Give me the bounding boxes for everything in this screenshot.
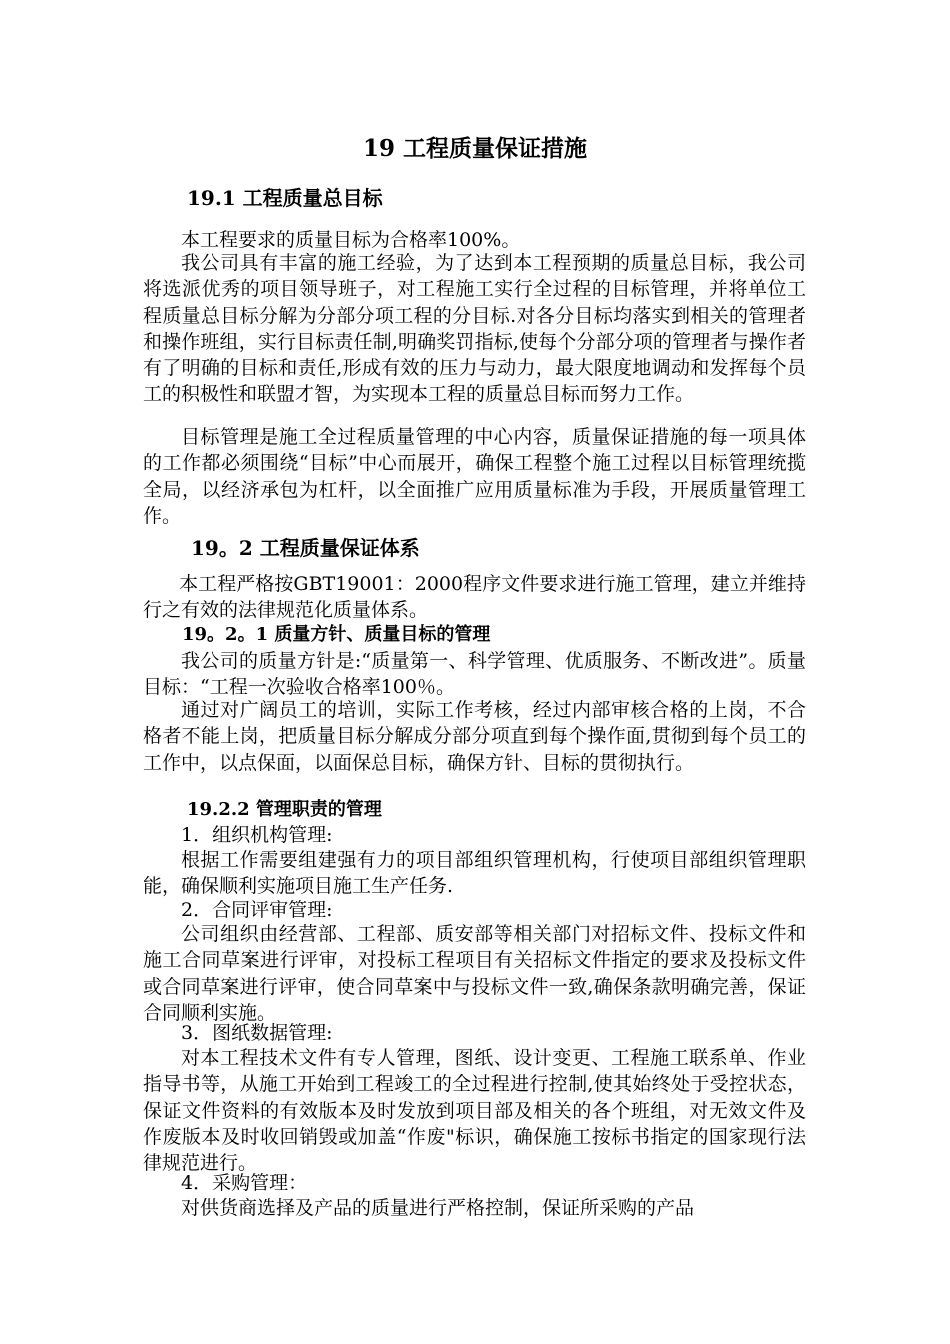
item-1-label: 1．组织机构管理: xyxy=(181,824,333,846)
subsection-heading-19-2-2: 19.2.2 管理职责的管理 xyxy=(187,799,382,820)
item-2-text: 公司组织由经营部、工程部、质安部等相关部门对招标文件、投标文件和施工合同草案进行评审，对投标工程项目有关招标文件指定的要求及投标文件或合同草案进行评审，使合同草案中与投标文件一致,确保条款明确完善，保证合同顺利实施。 xyxy=(143,923,806,1024)
paragraph-target-core: 目标管理是施工全过程质量管理的中心内容，质量保证措施的每一项具体的工作都必须围绕“目标”中心而展开，确保工程整个施工过程以目标管理统揽全局，以经济承包为杠杆，以全面推广应用质量标准为手段，开展质量管理工作。 xyxy=(143,426,806,527)
item-4-text: 对供货商选择及产品的质量进行严格控制，保证所采购的产品 xyxy=(181,1197,695,1219)
document-title: 19 工程质量保证措施 xyxy=(362,135,587,162)
paragraph-quality-system: 本工程严格按GBT19001：2000程序文件要求进行施工管理，建立并维持行之有效的法律规范化质量体系。 xyxy=(143,573,806,622)
section-heading-19-2: 19。2 工程质量保证体系 xyxy=(191,536,420,560)
item-2-label: 2．合同评审管理: xyxy=(181,899,333,921)
paragraph-quality-target: 本工程要求的质量目标为合格率100%。 xyxy=(181,229,521,251)
paragraph-quality-policy: 我公司的质量方针是:“质量第一、科学管理、优质服务、不断改进”。质量目标：“工程一次验收合格率100％。 xyxy=(143,650,806,699)
paragraph-target-management: 我公司具有丰富的施工经验，为了达到本工程预期的质量总目标，我公司将选派优秀的项目领导班子，对工程施工实行全过程的目标管理，并将单位工程质量总目标分解为分部分项工程的分目标.对各分目标均落实到相关的管理者和操作班组，实行目标责任制,明确奖罚指标,使每个分部分项的管理者与操作者有了明确的目标和责任,形成有效的压力与动力，最大限度地调动和发挥每个员工的积极性和联盟才智，为实现本工程的质量总目标而努力工作。 xyxy=(143,252,806,406)
paragraph-training: 通过对广阔员工的培训，实际工作考核，经过内部审核合格的上岗，不合格者不能上岗，把质量目标分解成分部分项直到每个操作面,贯彻到每个员工的工作中，以点保面，以面保总目标，确保方针、目标的贯彻执行。 xyxy=(143,699,806,774)
item-3-text: 对本工程技术文件有专人管理，图纸、设计变更、工程施工联系单、作业指导书等，从施工开始到工程竣工的全过程进行控制,使其始终处于受控状态，保证文件资料的有效版本及时发放到项目部及相关的各个班组，对无效文件及作废版本及时收回销毁或加盖“作废"标识，确保施工按标书指定的国家现行法律规范进行。 xyxy=(143,1047,806,1175)
subsection-heading-19-2-1: 19。2。1 质量方针、质量目标的管理 xyxy=(182,624,491,645)
item-4-label: 4．采购管理： xyxy=(181,1172,308,1194)
section-heading-19-1: 19.1 工程质量总目标 xyxy=(187,186,383,210)
item-3-label: 3．图纸数据管理: xyxy=(181,1022,333,1044)
item-1-text: 根据工作需要组建强有力的项目部组织管理机构，行使项目部组织管理职能，确保顺利实施项目施工生产任务. xyxy=(143,849,806,898)
